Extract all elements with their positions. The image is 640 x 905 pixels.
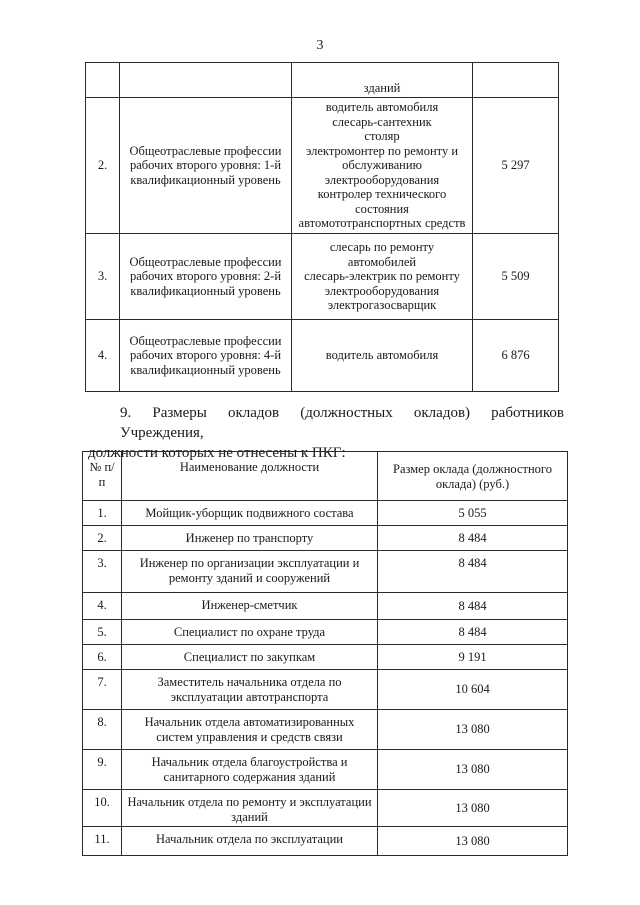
row-number: 7. — [83, 670, 122, 710]
header-num: № п/п — [83, 452, 122, 501]
profession-item: слесарь по ремонту автомобилей — [329, 240, 435, 269]
position-name: Начальник отдела благоустройства и санитарного содержания зданий — [122, 750, 378, 790]
qualification-group: Общеотраслевые профессии рабочих второго уровня: 1-й квалификационный уровень — [120, 98, 292, 234]
qualification-group: Общеотраслевые профессии рабочих второго уровня: 2-й квалификационный уровень — [120, 234, 292, 320]
profession-list — [292, 234, 473, 320]
row-number: 8. — [83, 710, 122, 750]
salary-value: 10 604 — [378, 670, 568, 710]
salary-value: 8 484 — [378, 526, 568, 551]
salary-value: 6 876 — [473, 320, 559, 392]
profession-item: столяр — [364, 129, 400, 144]
profession-fragment: зданий — [363, 80, 401, 95]
salary-value: 13 080 — [378, 710, 568, 750]
table-row — [83, 750, 568, 790]
position-name: Начальник отдела автоматизированных систем управления и средств связи — [122, 710, 378, 750]
qualification-group: Общеотраслевые профессии рабочих второго уровня: 4-й квалификационный уровень — [120, 320, 292, 392]
row-number: 6. — [83, 645, 122, 670]
table-cell — [473, 63, 559, 98]
table-row — [83, 593, 568, 620]
table-row — [86, 98, 559, 234]
paragraph-line: должности которых не отнесены к ПКГ: — [88, 445, 346, 461]
position-name: Начальник отдела по ремонту и эксплуатации зданий — [122, 790, 378, 827]
row-number: 5. — [83, 620, 122, 645]
table-row — [83, 710, 568, 750]
row-number: 3. — [83, 551, 122, 593]
position-name: Мойщик-уборщик подвижного состава — [122, 501, 378, 526]
salary-value: 13 080 — [378, 750, 568, 790]
row-number: 4. — [86, 320, 120, 392]
table-row — [83, 645, 568, 670]
table-row — [86, 234, 559, 320]
table-row — [86, 63, 559, 98]
row-number: 2. — [83, 526, 122, 551]
row-number: 4. — [83, 593, 122, 620]
row-number: 10. — [83, 790, 122, 827]
table-cell — [120, 63, 292, 98]
salary-value: 5 297 — [473, 98, 559, 234]
salary-value: 9 191 — [378, 645, 568, 670]
row-number: 11. — [83, 827, 122, 856]
position-name: Инженер по транспорту — [122, 526, 378, 551]
profession-item: электрогазосварщик — [327, 298, 437, 313]
table-row — [83, 551, 568, 593]
page-number: 3 — [316, 38, 324, 53]
profession-item: контролер технического состояния автомототранспортных средств — [298, 187, 466, 231]
profession-list — [292, 320, 473, 392]
row-number: 1. — [83, 501, 122, 526]
profession-cell — [292, 63, 473, 98]
salary-value: 5 055 — [378, 501, 568, 526]
salary-value: 5 509 — [473, 234, 559, 320]
row-number: 9. — [83, 750, 122, 790]
table-row — [83, 827, 568, 856]
table-header-row — [83, 452, 568, 501]
profession-item: слесарь-электрик по ремонту электрооборудования — [304, 269, 460, 298]
profession-item: водитель автомобиля — [325, 100, 439, 115]
header-salary: Размер оклада (должностного оклада) (руб.) — [378, 452, 568, 501]
position-name: Инженер-сметчик — [122, 593, 378, 620]
profession-item: электромонтер по ремонту и обслуживанию электрооборудования — [305, 143, 459, 187]
profession-item: водитель автомобиля — [325, 348, 439, 363]
table-row — [83, 620, 568, 645]
table-row — [86, 320, 559, 392]
salary-value: 8 484 — [378, 593, 568, 620]
row-number: 3. — [86, 234, 120, 320]
position-name: Заместитель начальника отдела по эксплуатации автотранспорта — [122, 670, 378, 710]
table-row — [83, 526, 568, 551]
position-name: Начальник отдела по эксплуатации — [122, 827, 378, 856]
paragraph-line: 9. Размеры окладов (должностных окладов) работников Учреждения, — [120, 405, 564, 441]
position-name: Специалист по охране труда — [122, 620, 378, 645]
table-row — [83, 790, 568, 827]
table-cell — [86, 63, 120, 98]
position-name: Инженер по организации эксплуатации и ремонту зданий и сооружений — [122, 551, 378, 593]
position-name: Специалист по закупкам — [122, 645, 378, 670]
salary-value: 13 080 — [378, 790, 568, 827]
row-number: 2. — [86, 98, 120, 234]
table-row — [83, 670, 568, 710]
salary-value: 8 484 — [378, 620, 568, 645]
profession-item: слесарь-сантехник — [332, 114, 432, 129]
positions-salary-table — [82, 451, 568, 856]
table-row — [83, 501, 568, 526]
professions-salary-table — [85, 62, 559, 392]
salary-value: 8 484 — [378, 551, 568, 593]
header-name: Наименование должности — [122, 452, 378, 501]
salary-value: 13 080 — [378, 827, 568, 856]
profession-list — [292, 98, 473, 234]
